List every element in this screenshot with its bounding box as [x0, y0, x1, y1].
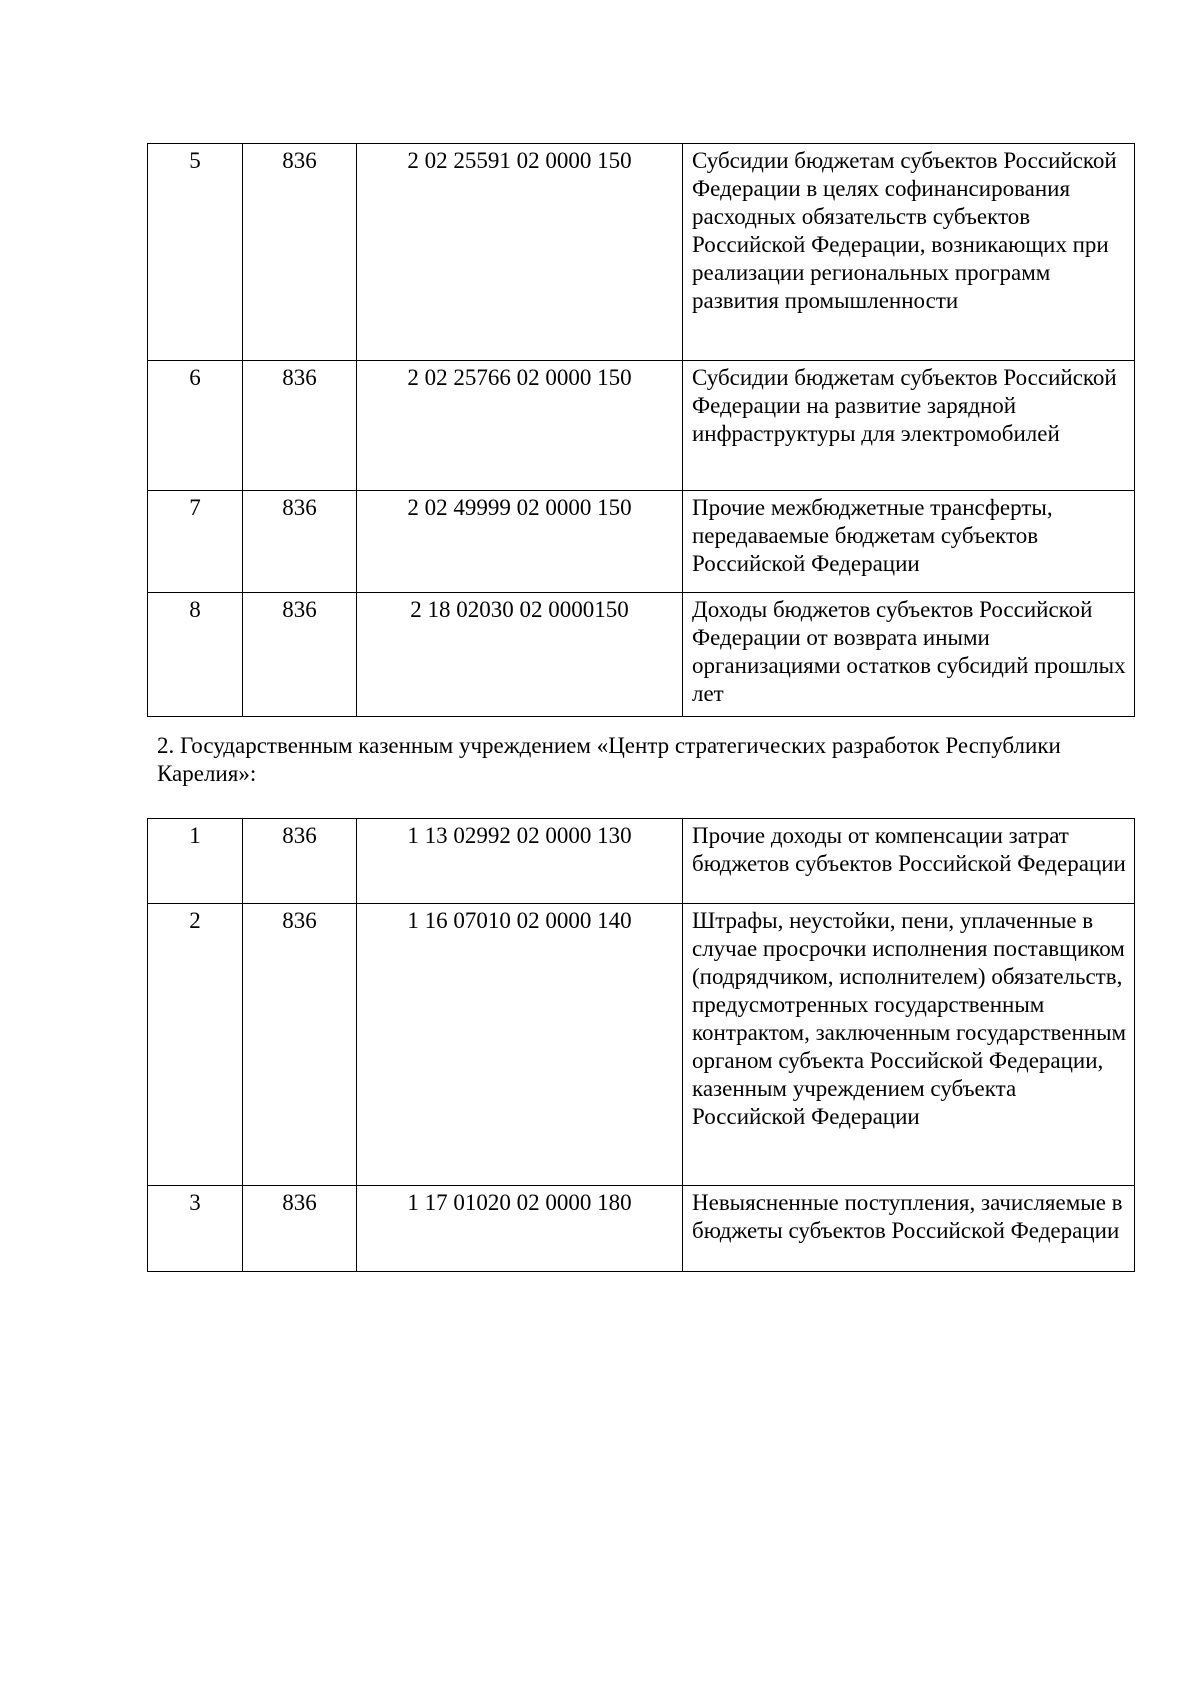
section-heading: 2. Государственным казенным учреждением «Центр стратегических разработок Республики Карелия»: [157, 733, 1061, 786]
budget-classification-code: 1 17 01020 02 0000 180 [357, 1186, 683, 1272]
table-row [148, 361, 1135, 491]
budget-classification-code: 2 02 25766 02 0000 150 [357, 361, 683, 491]
revenue-description: Невыясненные поступления, зачисляемые в бюджеты субъектов Российской Федерации [683, 1186, 1135, 1272]
administrator-code: 836 [243, 144, 357, 361]
table-row [148, 491, 1135, 593]
revenue-description: Прочие межбюджетные трансферты, передаваемые бюджетам субъектов Российской Федерации [683, 491, 1135, 593]
table-row [148, 144, 1135, 361]
administrator-code: 836 [243, 361, 357, 491]
budget-classification-code: 1 13 02992 02 0000 130 [357, 819, 683, 904]
revenue-codes-table-1 [147, 143, 1135, 717]
table-row [148, 904, 1135, 1186]
budget-classification-code: 2 02 49999 02 0000 150 [357, 491, 683, 593]
administrator-code: 836 [243, 819, 357, 904]
budget-classification-code: 1 16 07010 02 0000 140 [357, 904, 683, 1186]
revenue-codes-table-2 [147, 818, 1135, 1272]
revenue-description: Субсидии бюджетам субъектов Российской Федерации на развитие зарядной инфраструктуры для электромобилей [683, 361, 1135, 491]
revenue-description: Прочие доходы от компенсации затрат бюджетов субъектов Российской Федерации [683, 819, 1135, 904]
administrator-code: 836 [243, 491, 357, 593]
row-number: 3 [148, 1186, 243, 1272]
row-number: 7 [148, 491, 243, 593]
revenue-description: Доходы бюджетов субъектов Российской Федерации от возврата иными организациями остатков субсидий прошлых лет [683, 593, 1135, 717]
row-number: 5 [148, 144, 243, 361]
table-row [148, 593, 1135, 717]
row-number: 1 [148, 819, 243, 904]
row-number: 6 [148, 361, 243, 491]
budget-classification-code: 2 18 02030 02 0000150 [357, 593, 683, 717]
administrator-code: 836 [243, 904, 357, 1186]
row-number: 8 [148, 593, 243, 717]
administrator-code: 836 [243, 1186, 357, 1272]
row-number: 2 [148, 904, 243, 1186]
budget-classification-code: 2 02 25591 02 0000 150 [357, 144, 683, 361]
administrator-code: 836 [243, 593, 357, 717]
revenue-description: Субсидии бюджетам субъектов Российской Федерации в целях софинансирования расходных обязательств субъектов Российской Федерации, возникающих при реализации региональных программ развития промышленности [683, 144, 1135, 361]
table-row [148, 1186, 1135, 1272]
table-row [148, 819, 1135, 904]
revenue-description: Штрафы, неустойки, пени, уплаченные в случае просрочки исполнения поставщиком (подрядчиком, исполнителем) обязательств, предусмотренных государственным контрактом, заключенным государственным органом субъекта Российской Федерации, казенным учреждением субъекта Российской Федерации [683, 904, 1135, 1186]
